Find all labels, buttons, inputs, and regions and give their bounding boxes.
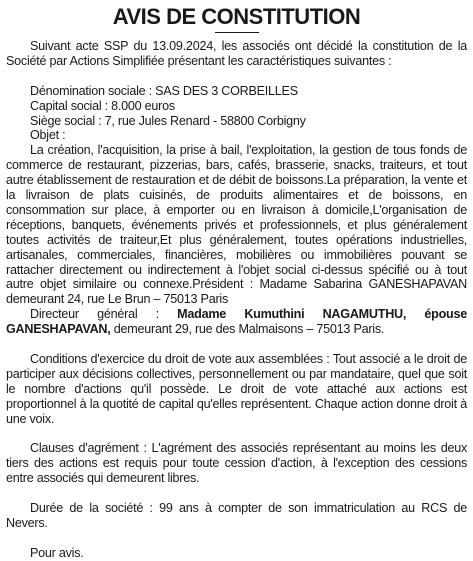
directeur-address: demeurant 29, rue des Malmaisons – 75013 Paris. — [110, 322, 385, 337]
spacer — [6, 337, 467, 352]
directeur-paragraph — [6, 307, 467, 337]
objet-paragraph: La création, l'acquisition, la prise à bail, l'exploitation, la gestion de tous fonds de commerce de restaurant, pizzerias, bars, cafés, brasserie, snacks, traiteurs, et tout autre établissement de restauration et de débit de boissons.La préparation, la vente et la livraison de plats cuisinés, de produits alimentaires et de boissons, en consommation sur place, à emporter ou en livraison à domicile,L'organisation de réceptions, banquets, événements privés et professionnels, et plus généralement toutes activités de traiteur,Et plus généralement, toutes opérations industrielles, artisanales, commerciales, financières, mobilières ou immobilières pouvant se rattacher directement ou indirectement à l'objet social ci-dessus spécifié ou à tout autre objet similaire ou connexe.Président : Madame Sabarina GANESHAPAVAN demeurant 24, rue Le Brun – 75013 Paris — [6, 143, 467, 307]
title-divider — [215, 32, 259, 33]
spacer — [6, 69, 467, 84]
denomination-line: Dénomination sociale : SAS DES 3 CORBEILLES — [30, 83, 298, 98]
intro-paragraph: Suivant acte SSP du 13.09.2024, les associés ont décidé la constitution de la Société par Actions Simplifiée présentant les caractéristiques suivantes : — [6, 39, 467, 68]
spacer — [6, 531, 467, 546]
spacer — [6, 486, 467, 501]
conditions-paragraph: Conditions d'exercice du droit de vote aux assemblées : Tout associé a le droit de participer aux décisions collectives, personnellement ou par mandataire, quel que soit le nombre d'actions qu'il possède. Le droit de vote attaché aux actions est proportionnel à la quotité de capital qu'elles représentent. Chaque action donne droit à une voix. — [6, 352, 467, 426]
capital-line: Capital social : 8.000 euros — [30, 98, 175, 113]
notice-title: AVIS DE CONSTITUTION — [112, 4, 361, 29]
siege-line: Siège social : 7, rue Jules Renard - 58800 Corbigny — [30, 113, 306, 128]
agrement-paragraph: Clauses d'agrément : L'agrément des associés représentant au moins les deux tiers des actions est requis pour toute cession d'action, à l'exception des cessions entre associés qui demeurent libres. — [6, 441, 467, 486]
closing-line: Pour avis. — [30, 545, 84, 560]
objet-label: Objet : — [30, 128, 66, 143]
directeur-name: Madame Kumuthini NAGAMUTHU, épouse GANESHAPAVAN, — [6, 307, 467, 337]
directeur-label: Directeur général : — [30, 307, 178, 322]
spacer — [6, 427, 467, 442]
duree-paragraph: Durée de la société : 99 ans à compter de son immatriculation au RCS de Nevers. — [6, 501, 467, 530]
